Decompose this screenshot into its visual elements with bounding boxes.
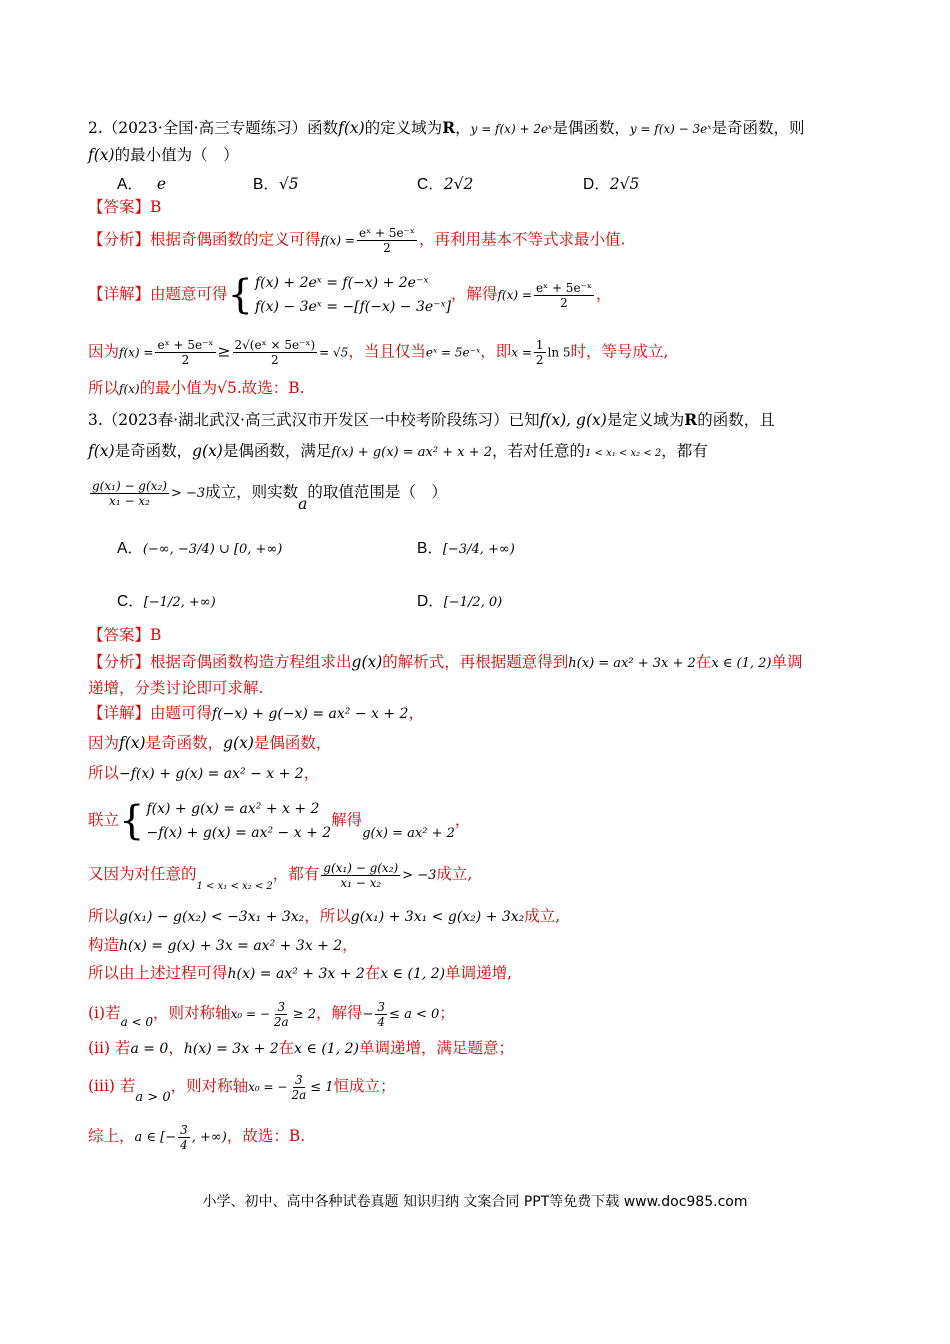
q3-expr: h(x) = g(x) + 3x = ax² + 3x + 2 bbox=[119, 938, 343, 954]
q2-prefix: 2.（2023·全国·高三专题练习）函数 bbox=[88, 119, 339, 137]
q3-text: ， bbox=[342, 936, 358, 954]
q2-odd-expr: y = f(x) − 3eˣ bbox=[629, 122, 712, 136]
q2-because bbox=[88, 338, 668, 367]
q3-text: 在 bbox=[278, 1039, 295, 1057]
q3-text: ； bbox=[439, 1004, 455, 1022]
q2-fx: f(x) bbox=[338, 119, 365, 137]
q2-analysis-text: 【分析】根据奇偶函数的定义可得 bbox=[88, 230, 321, 249]
q3-stem-line2 bbox=[88, 441, 708, 464]
q3-interval: x ∈ (1, 2) bbox=[294, 1041, 359, 1057]
option-label: D． bbox=[417, 593, 444, 610]
q3-sum-tail: , +∞) bbox=[191, 1130, 227, 1145]
q3-hx: h(x) = ax² + 3x + 2 bbox=[568, 656, 696, 671]
q3-text: 的解析式，再根据题意得到 bbox=[382, 653, 569, 671]
q2-ge: ≥ bbox=[217, 342, 231, 361]
q2-text: 所以 bbox=[88, 379, 120, 397]
q3-option-c bbox=[117, 589, 216, 611]
q2-iff-expr: eˣ = 5e⁻ˣ bbox=[425, 345, 481, 360]
q3-text: (iii) 若 bbox=[88, 1077, 136, 1095]
q3-expr: −f(x) + g(x) = ax² − x + 2 bbox=[119, 766, 304, 782]
frac-numerator: eˣ + 5e⁻ˣ bbox=[157, 338, 214, 352]
q2-analysis-text: ，再利用基本不等式求最小值. bbox=[419, 230, 626, 249]
q3-condition: 1 < x₁ < x₂ < 2 bbox=[196, 881, 273, 892]
q3-range: ≤ a < 0 bbox=[389, 1007, 440, 1022]
q3-text: 成立，则实数 bbox=[205, 483, 299, 501]
q3-text: ，解得 bbox=[315, 1004, 363, 1022]
q3-text: 【分析】根据奇偶函数构造方程组求出 bbox=[88, 653, 352, 671]
q3-detail-7 bbox=[88, 935, 358, 956]
q2-fx: f(x) bbox=[88, 146, 115, 164]
q3-text: 【详解】由题可得 bbox=[88, 704, 213, 722]
q3-minus: − bbox=[362, 1007, 374, 1022]
frac-numerator: 3 bbox=[180, 1122, 188, 1137]
q2-stem-line1 bbox=[88, 118, 805, 139]
q3-expr: g(x₁) + 3x₁ < g(x₂) + 3x₂ bbox=[350, 909, 525, 925]
q2-fx: f(x) = bbox=[119, 345, 154, 360]
q3-text: 单调递增，满足题意； bbox=[358, 1039, 514, 1057]
q3-R: R bbox=[684, 410, 698, 429]
q3-text: 成立, bbox=[524, 907, 561, 925]
q3-sum-a: a ∈ [− bbox=[134, 1130, 177, 1145]
q2-detail-text: ， bbox=[595, 285, 612, 303]
q3-x0: x₀ = − bbox=[230, 1007, 270, 1021]
q3-text: ， bbox=[168, 1039, 184, 1057]
option-value: [−1/2, +∞) bbox=[143, 595, 216, 610]
frac-numerator: 2√(eˣ × 5e⁻ˣ) bbox=[234, 338, 316, 352]
q3-equation-system bbox=[119, 797, 331, 845]
option-label: D． bbox=[583, 176, 610, 193]
option-value: (−∞, −3/4) ∪ [0, +∞) bbox=[142, 542, 283, 557]
q3-summary bbox=[88, 1114, 305, 1160]
q3-detail-2 bbox=[88, 733, 331, 753]
frac-numerator: g(x₁) − g(x₂) bbox=[92, 478, 167, 493]
q3-text: ，则对称轴 bbox=[170, 1077, 249, 1095]
q3-text: 成立, bbox=[436, 865, 473, 883]
q3-slope-fraction bbox=[321, 861, 400, 890]
q3-text: 解得 bbox=[331, 811, 363, 829]
q3-cond: a < 0 bbox=[120, 1015, 154, 1029]
q2-even-expr: y = f(x) + 2eˣ bbox=[470, 122, 553, 136]
q3-cond: a > 0 bbox=[135, 1090, 171, 1105]
q3-gt: > −3 bbox=[170, 486, 206, 501]
q3-stem-line1 bbox=[88, 410, 775, 430]
q2-stem-line2 bbox=[88, 145, 239, 165]
q2-x-eq: x = bbox=[511, 345, 532, 360]
q2-text: 是偶函数， bbox=[552, 119, 630, 137]
q3-answer: 【答案】B bbox=[88, 626, 162, 644]
q2-am-fraction bbox=[233, 338, 318, 367]
q3-text: ，都有 bbox=[272, 865, 320, 883]
q3-cond: a = 0 bbox=[130, 1041, 169, 1057]
q2-detail-text: ，解得 bbox=[450, 285, 498, 303]
q3-fx: f(x) bbox=[119, 734, 146, 752]
q2-text: 的最小值为√5.故选：B. bbox=[139, 379, 305, 397]
q3-gt: > −3 bbox=[402, 868, 437, 883]
q3-text: 在 bbox=[695, 653, 712, 671]
q2-text: 时，等号成立, bbox=[570, 342, 669, 361]
frac-denominator: 2 bbox=[560, 295, 568, 310]
q3-text: ，则对称轴 bbox=[153, 1004, 231, 1022]
q2-conclusion bbox=[88, 378, 305, 399]
q2-ln5: ln 5 bbox=[547, 345, 571, 360]
q3-text: 所以 bbox=[88, 764, 120, 782]
q3-text: ，若对任意的 bbox=[491, 442, 585, 460]
option-value: 2√2 bbox=[443, 175, 474, 193]
q3-case-3 bbox=[88, 1064, 396, 1110]
q3-text: ， bbox=[303, 764, 320, 782]
system-row: f(x) + 2eˣ = f(−x) + 2e⁻ˣ bbox=[254, 275, 429, 291]
frac-numerator: 1 bbox=[535, 338, 544, 352]
q3-le: ≤ 1 bbox=[310, 1080, 334, 1095]
q2-equation-system bbox=[228, 271, 451, 319]
q2-option-a bbox=[117, 172, 166, 194]
frac-denominator: x₁ − x₂ bbox=[109, 493, 150, 508]
q2-text: 的定义域为 bbox=[364, 119, 443, 137]
q2-option-b bbox=[253, 172, 299, 194]
q3-text: 恒成立； bbox=[333, 1077, 396, 1095]
q3-gx: g(x) bbox=[223, 734, 254, 752]
q3-text: 因为 bbox=[88, 734, 120, 752]
q2-eq: = √5 bbox=[319, 345, 349, 360]
q3-text: (ii) 若 bbox=[88, 1039, 131, 1057]
q3-gx: g(x) bbox=[351, 653, 383, 671]
q3-text: ，所以 bbox=[304, 907, 351, 925]
q3-text: (i)若 bbox=[88, 1004, 121, 1022]
option-label: B． bbox=[417, 540, 443, 557]
frac-denominator: 2a bbox=[273, 1014, 289, 1029]
frac-denominator: 2 bbox=[181, 353, 190, 367]
q3-detail-6 bbox=[88, 906, 560, 927]
q3-hx: h(x) = ax² + 3x + 2 bbox=[227, 966, 365, 982]
q3-detail-5 bbox=[88, 852, 472, 899]
q3-text: 的函数，且 bbox=[697, 411, 775, 429]
frac-denominator: 2 bbox=[271, 353, 279, 367]
q2-fx: f(x) bbox=[119, 382, 140, 396]
q2-fraction bbox=[534, 281, 594, 310]
frac-denominator: 2 bbox=[383, 241, 391, 255]
q3-ge: ≥ 2 bbox=[292, 1007, 316, 1022]
q3-expr: f(−x) + g(−x) = ax² − x + 2 bbox=[212, 706, 409, 722]
option-label: A． bbox=[117, 176, 143, 193]
option-label: C． bbox=[417, 176, 444, 193]
q3-text: 是偶函数， bbox=[253, 734, 332, 752]
frac-denominator: 4 bbox=[377, 1014, 386, 1029]
q3-case-2 bbox=[88, 1038, 514, 1059]
q3-detail-8 bbox=[88, 963, 512, 984]
q2-analysis bbox=[88, 226, 625, 255]
q3-detail-3 bbox=[88, 763, 319, 784]
q3-expr: g(x₁) − g(x₂) < −3x₁ + 3x₂ bbox=[119, 909, 305, 925]
q3-slope-fraction bbox=[90, 479, 169, 508]
q3-range-fraction bbox=[375, 1000, 387, 1029]
q3-sum-expr: f(x) + g(x) = ax² + x + 2 bbox=[331, 445, 492, 460]
q2-text: ， bbox=[455, 119, 471, 137]
q3-text: 单调 bbox=[771, 653, 803, 671]
option-value: √5 bbox=[278, 175, 299, 193]
system-row: −f(x) + g(x) = ax² − x + 2 bbox=[146, 825, 332, 841]
q3-text: 所以 bbox=[88, 907, 120, 925]
option-label: B． bbox=[253, 176, 279, 193]
q3-fx: f(x) bbox=[88, 442, 115, 460]
option-label: A． bbox=[117, 540, 143, 557]
q3-axis-fraction bbox=[272, 1000, 291, 1029]
q3-axis-fraction bbox=[289, 1073, 308, 1102]
frac-numerator: g(x₁) − g(x₂) bbox=[323, 860, 399, 875]
q3-text: 所以由上述过程可得 bbox=[88, 964, 228, 982]
q2-text: 是奇函数，则 bbox=[711, 119, 805, 137]
frac-numerator: 3 bbox=[295, 1072, 303, 1087]
q3-gx-result: g(x) = ax² + 2 bbox=[362, 826, 455, 841]
frac-numerator: 3 bbox=[277, 999, 286, 1014]
q2-option-c bbox=[417, 172, 473, 194]
q3-text: 3.（2023春·湖北武汉·高三武汉市开发区一中校考阶段练习）已知 bbox=[88, 411, 540, 429]
q3-text: ， bbox=[408, 704, 424, 722]
q3-stem-line3 bbox=[88, 470, 447, 516]
frac-numerator: 3 bbox=[377, 999, 386, 1014]
q3-text: ，都有 bbox=[661, 442, 708, 460]
q2-text: ，当且仅当 bbox=[348, 342, 426, 361]
option-label: C． bbox=[117, 593, 144, 610]
q3-hx: h(x) = 3x + 2 bbox=[183, 1041, 279, 1057]
q3-text: 联立 bbox=[88, 811, 120, 829]
q2-half-fraction bbox=[534, 338, 546, 367]
q3-interval: x ∈ (1, 2) bbox=[380, 966, 446, 982]
frac-denominator: 2 bbox=[535, 353, 544, 367]
q3-gx: g(x) bbox=[192, 442, 223, 460]
q2-fx: f(x) = bbox=[497, 288, 532, 302]
option-value: [−1/2, 0) bbox=[443, 595, 503, 610]
q2-option-d bbox=[583, 172, 639, 194]
q2-fx: f(x) = bbox=[320, 233, 355, 248]
q3-case-1 bbox=[88, 993, 455, 1035]
q2-text: ，即 bbox=[480, 342, 512, 361]
q2-fraction bbox=[155, 338, 215, 367]
q3-text: 综上， bbox=[88, 1127, 135, 1145]
frac-denominator: x₁ − x₂ bbox=[340, 875, 382, 890]
q3-x0: x₀ = − bbox=[248, 1080, 288, 1094]
system-row: f(x) − 3eˣ = −[f(−x) − 3e⁻ˣ] bbox=[254, 299, 451, 315]
q2-R: R bbox=[442, 118, 456, 137]
q2-detail-text: 【详解】由题意可得 bbox=[88, 285, 228, 303]
option-value: [−3/4, +∞) bbox=[442, 542, 515, 557]
frac-denominator: 4 bbox=[180, 1137, 188, 1152]
q3-interval: x ∈ (1, 2) bbox=[711, 656, 772, 671]
q2-answer: 【答案】B bbox=[88, 198, 162, 216]
q3-sum-fraction bbox=[178, 1123, 190, 1152]
q3-text: ， bbox=[454, 811, 471, 829]
frac-numerator: eˣ + 5e⁻ˣ bbox=[535, 280, 592, 295]
q3-analysis-line2: 递增，分类讨论即可求解. bbox=[88, 679, 264, 697]
q3-analysis-line1 bbox=[88, 652, 803, 674]
brace-icon: { bbox=[227, 272, 253, 318]
q2-detail bbox=[88, 264, 611, 325]
q3-option-b bbox=[417, 536, 515, 558]
frac-numerator: eˣ + 5e⁻ˣ bbox=[358, 226, 415, 240]
q3-option-a bbox=[117, 536, 282, 558]
system-row: f(x) + g(x) = ax² + x + 2 bbox=[146, 801, 320, 817]
q3-text: 是偶函数，满足 bbox=[222, 442, 332, 460]
q3-text: 是奇函数， bbox=[145, 734, 224, 752]
brace-icon: { bbox=[119, 798, 145, 844]
option-value: e bbox=[156, 175, 167, 193]
q3-text: 在 bbox=[364, 964, 381, 982]
page-footer: 小学、初中、高中各种试卷真题 知识归纳 文案合同 PPT等免费下载 www.doc985.com bbox=[202, 1194, 748, 1210]
frac-denominator: 2a bbox=[291, 1087, 307, 1102]
q3-text: 的取值范围是（ ） bbox=[307, 483, 447, 501]
q3-detail-4 bbox=[88, 792, 470, 850]
q3-text: 单调递增, bbox=[445, 964, 513, 982]
q3-text: 是定义域为 bbox=[606, 411, 685, 429]
q3-text: 构造 bbox=[88, 936, 120, 954]
q3-condition: 1 < x₁ < x₂ < 2 bbox=[585, 448, 662, 459]
q2-text: 因为 bbox=[88, 342, 120, 361]
q3-fg: f(x), g(x) bbox=[539, 411, 607, 429]
q3-text: 是奇函数， bbox=[114, 442, 193, 460]
q2-fraction bbox=[357, 226, 417, 255]
q3-text: ，故选：B. bbox=[226, 1127, 306, 1145]
option-value: 2√5 bbox=[609, 175, 640, 193]
q3-a: a bbox=[298, 495, 308, 513]
q3-option-d bbox=[417, 589, 502, 611]
q3-text: 又因为对任意的 bbox=[88, 865, 197, 883]
q3-detail-1 bbox=[88, 703, 424, 724]
q2-stem-text: 的最小值为（ ） bbox=[114, 146, 239, 164]
